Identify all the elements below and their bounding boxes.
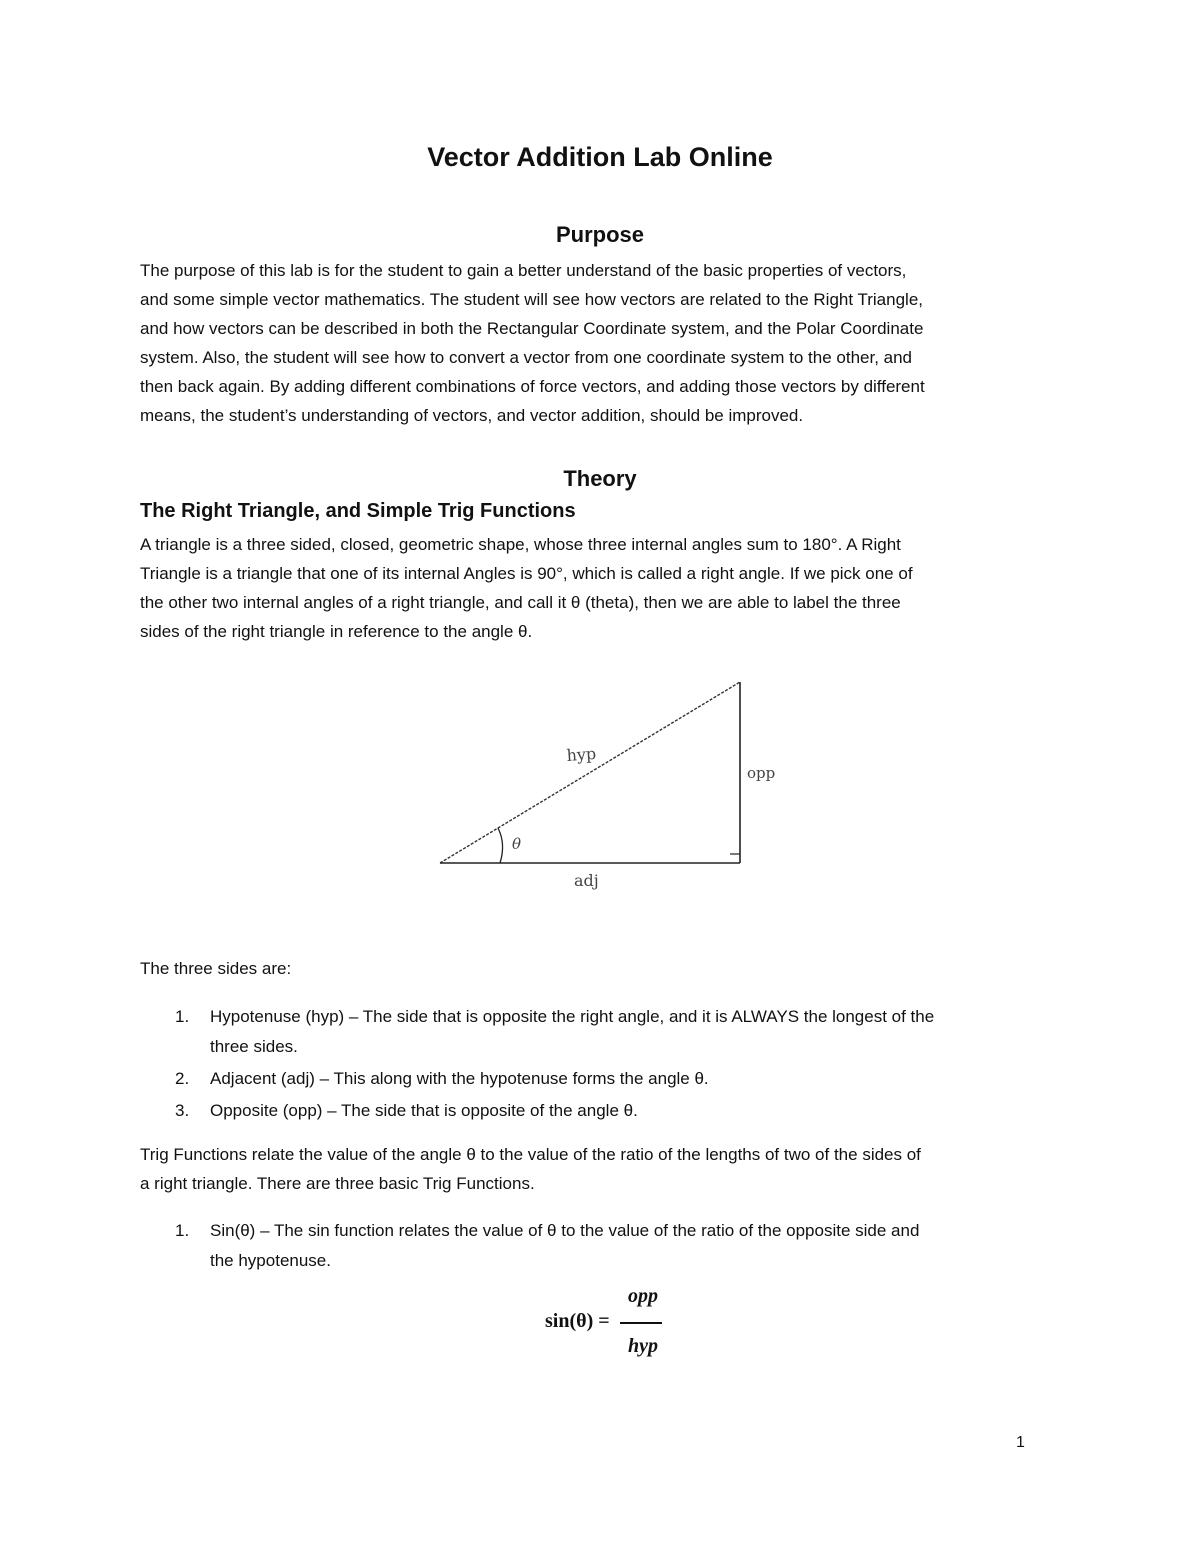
trig-line: Trig Functions relate the value of the angle θ to the value of the ratio of the lengths of two of the sides of [140, 1145, 921, 1164]
list-item [140, 1216, 1060, 1276]
purpose-heading: Purpose [555, 222, 645, 247]
list-text: Adjacent (adj) – This along with the hypotenuse forms the angle θ. [210, 1069, 709, 1088]
sides-list [140, 1002, 1060, 1126]
purpose-paragraph [140, 256, 1060, 430]
right-triangle-subheading: The Right Triangle, and Simple Trig Functions [140, 500, 576, 522]
theory-heading: Theory [563, 466, 637, 491]
theory-paragraph [140, 530, 1060, 646]
list-item [140, 1096, 1060, 1126]
adj-label: adj [574, 871, 599, 890]
fraction-bar [620, 1322, 662, 1324]
theta-arc [498, 828, 503, 863]
hypotenuse-line [440, 682, 740, 863]
document-title: Vector Addition Lab Online [427, 142, 773, 172]
purpose-line: means, the student’s understanding of vectors, and vector addition, should be improved. [140, 406, 804, 425]
trig-line: a right triangle. There are three basic Trig Functions. [140, 1174, 535, 1193]
list-number: 1. [175, 1221, 190, 1240]
purpose-line: The purpose of this lab is for the student to gain a better understand of the basic properties of vectors, [140, 261, 907, 280]
list-number: 1. [175, 1007, 190, 1026]
theory-line: sides of the right triangle in reference to the angle θ. [140, 622, 533, 641]
list-number: 3. [175, 1101, 190, 1120]
theta-label: θ [512, 835, 522, 853]
formula-numerator: opp [628, 1285, 658, 1307]
theory-line: Triangle is a triangle that one of its internal Angles is 90°, which is called a right angle. If we pick one of [140, 564, 913, 583]
purpose-line: then back again. By adding different combinations of force vectors, and adding those vectors by different [140, 377, 925, 396]
hyp-label: hyp [565, 743, 597, 765]
list-item [140, 1064, 1060, 1094]
functions-list [140, 1216, 1060, 1276]
purpose-line: and how vectors can be described in both the Rectangular Coordinate system, and the Polar Coordinate [140, 319, 924, 338]
trig-paragraph [140, 1140, 1060, 1198]
theory-line: the other two internal angles of a right triangle, and call it θ (theta), then we are able to label the three [140, 593, 901, 612]
right-triangle-figure [420, 668, 800, 898]
formula-denominator: hyp [628, 1335, 658, 1357]
sin-formula [540, 1285, 680, 1365]
purpose-line: and some simple vector mathematics. The student will see how vectors are related to the Right Triangle, [140, 290, 924, 309]
list-text: Hypotenuse (hyp) – The side that is opposite the right angle, and it is ALWAYS the longest of the [210, 1007, 935, 1026]
opp-label: opp [747, 764, 776, 782]
page-number: 1 [1016, 1434, 1025, 1451]
formula-lhs: sin(θ) = [545, 1310, 610, 1332]
list-item [140, 1002, 1060, 1062]
list-text: the hypotenuse. [210, 1251, 331, 1270]
list-text: Sin(θ) – The sin function relates the value of θ to the value of the ratio of the opposite side and [210, 1221, 920, 1240]
theory-line: A triangle is a three sided, closed, geometric shape, whose three internal angles sum to 180°. A Right [140, 535, 901, 554]
list-number: 2. [175, 1069, 190, 1088]
sides-intro: The three sides are: [140, 959, 292, 978]
list-text: Opposite (opp) – The side that is opposite of the angle θ. [210, 1101, 638, 1120]
list-text: three sides. [210, 1037, 298, 1056]
purpose-line: system. Also, the student will see how to convert a vector from one coordinate system to the other, and [140, 348, 913, 367]
